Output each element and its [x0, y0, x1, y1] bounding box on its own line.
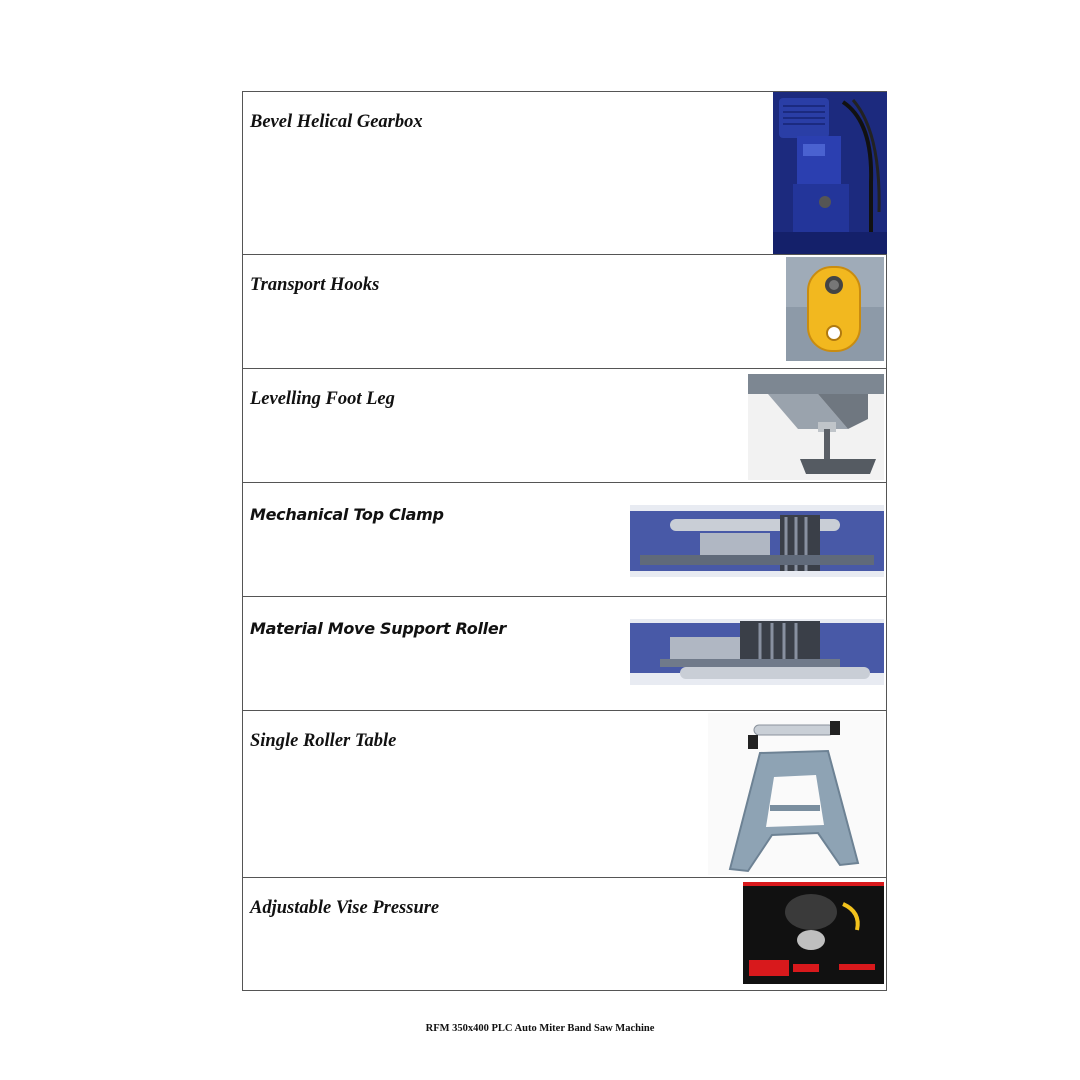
vise-pressure-knob-icon [743, 882, 884, 984]
feature-row [243, 369, 886, 483]
feature-label: Bevel Helical Gearbox [250, 112, 423, 132]
feature-row [243, 597, 886, 711]
feature-label: Single Roller Table [250, 731, 397, 751]
feature-row [243, 92, 886, 255]
feature-row [243, 878, 886, 990]
gearbox-motor-icon [773, 92, 887, 254]
document-footer: RFM 350x400 PLC Auto Miter Band Saw Machine [425, 1023, 655, 1034]
feature-label: Transport Hooks [250, 275, 380, 295]
feature-label: Adjustable Vise Pressure [250, 898, 440, 918]
transport-hook-icon [786, 257, 884, 361]
feature-label: Levelling Foot Leg [250, 389, 395, 409]
feature-label: Material Move Support Roller [250, 619, 506, 638]
features-table [242, 91, 887, 991]
feature-row [243, 255, 886, 369]
support-roller-icon [630, 619, 884, 685]
feature-label: Mechanical Top Clamp [250, 505, 444, 524]
top-clamp-icon [630, 505, 884, 577]
feature-row [243, 711, 886, 878]
levelling-foot-icon [748, 374, 884, 480]
feature-row [243, 483, 886, 597]
roller-table-icon [708, 713, 884, 875]
